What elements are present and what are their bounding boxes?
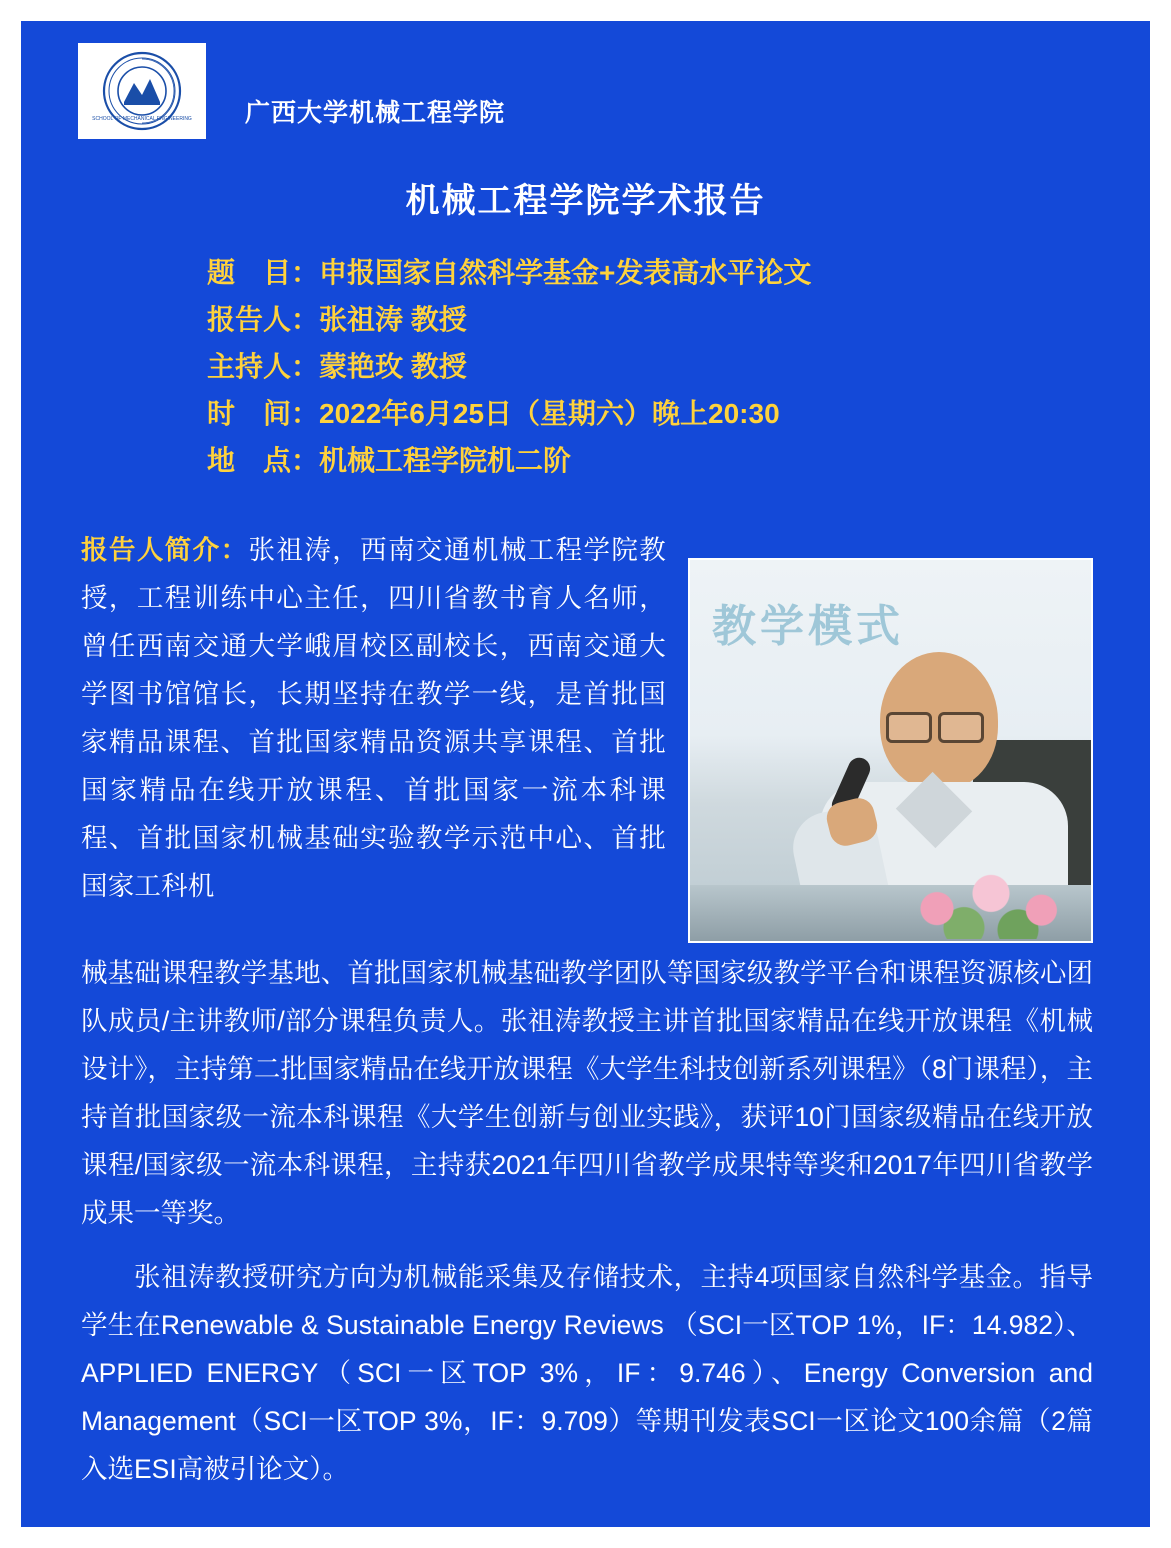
bio-paragraph-rest: 械基础课程教学基地、首批国家机械基础教学团队等国家级教学平台和课程资源核心团队成员/主讲教师/部分课程负责人。张祖涛教授主讲首批国家精品在线开放课程《机械设计》，主持第二批国家精品在线开放课程《大学生科技创新系列课程》（8门课程），主持首批国家级一流本科课程《大学生创新与创业实践》，获评10门国家级精品在线开放课程/国家级一流本科课程，主持获2021年四川省教学成果特等奖和2017年四川省教学成果一等奖。 bbox=[81, 958, 1093, 1228]
info-row-speaker bbox=[207, 296, 1087, 343]
info-label-location: 地 点： bbox=[207, 445, 320, 476]
info-label-topic: 题 目： bbox=[207, 257, 320, 288]
bio-label-colon: ： bbox=[220, 535, 249, 565]
bio-wrap-text: 张祖涛，西南交通机械工程学院教授，工程训练中心主任，四川省教书育人名师，曾任西南交通大学峨眉校区副校长，西南交通大学图书馆馆长，长期坚持在教学一线，是首批国家精品课程、首批国家精品资源共享课程、首批国家精品在线开放课程、首批国家一流本科课程、首批国家机械基础实验教学示范中心、首批国家工科机 bbox=[81, 535, 667, 901]
info-row-time bbox=[207, 390, 1087, 437]
info-label-speaker: 报告人： bbox=[207, 304, 320, 335]
photo-flowers bbox=[901, 863, 1081, 939]
photo-glasses-right bbox=[938, 712, 984, 743]
info-value-speaker: 张祖涛 教授 bbox=[319, 304, 467, 335]
poster-header bbox=[21, 21, 1150, 139]
info-label-host: 主持人： bbox=[207, 351, 320, 382]
info-row-host bbox=[207, 343, 1087, 390]
poster-canvas bbox=[21, 21, 1150, 1527]
research-paragraph: 张祖涛教授研究方向为机械能采集及存储技术，主持4项国家自然科学基金。指导学生在Renewable & Sustainable Energy Reviews （SCI一区TOP 1%，IF：14.982）、APPLIED ENERGY（SCI一区TOP 3%，IF：9.746）、Energy Conversion and Management（SCI一区TOP 3%，IF：9.709）等期刊发表SCI一区论文100余篇（2篇入选ESI高被引论文）。 bbox=[81, 1262, 1093, 1484]
svg-text:SCHOOL OF MECHANICAL ENGINEERI: SCHOOL OF MECHANICAL ENGINEERING bbox=[92, 116, 192, 122]
photo-glasses-left bbox=[886, 712, 932, 743]
info-label-time: 时 间： bbox=[207, 398, 320, 429]
org-name: 广西大学机械工程学院 bbox=[245, 99, 506, 127]
info-value-host: 蒙艳玫 教授 bbox=[319, 351, 467, 382]
info-value-topic: 申报国家自然科学基金+发表高水平论文 bbox=[319, 257, 812, 288]
university-logo bbox=[78, 43, 206, 139]
info-value-time: 2022年6月25日（星期六）晚上20:30 bbox=[319, 398, 780, 429]
event-info-block bbox=[207, 249, 1087, 484]
photo-screen-text: 教学模式 bbox=[712, 602, 904, 651]
speaker-photo bbox=[688, 558, 1093, 943]
speaker-bio-section bbox=[81, 526, 1093, 1493]
university-seal-icon bbox=[90, 50, 194, 132]
info-row-topic bbox=[207, 249, 1087, 296]
info-row-location bbox=[207, 437, 1087, 484]
info-value-location: 机械工程学院机二阶 bbox=[319, 445, 572, 476]
page-title: 机械工程学院学术报告 bbox=[405, 182, 766, 220]
bio-label: 报告人简介 bbox=[81, 535, 221, 565]
